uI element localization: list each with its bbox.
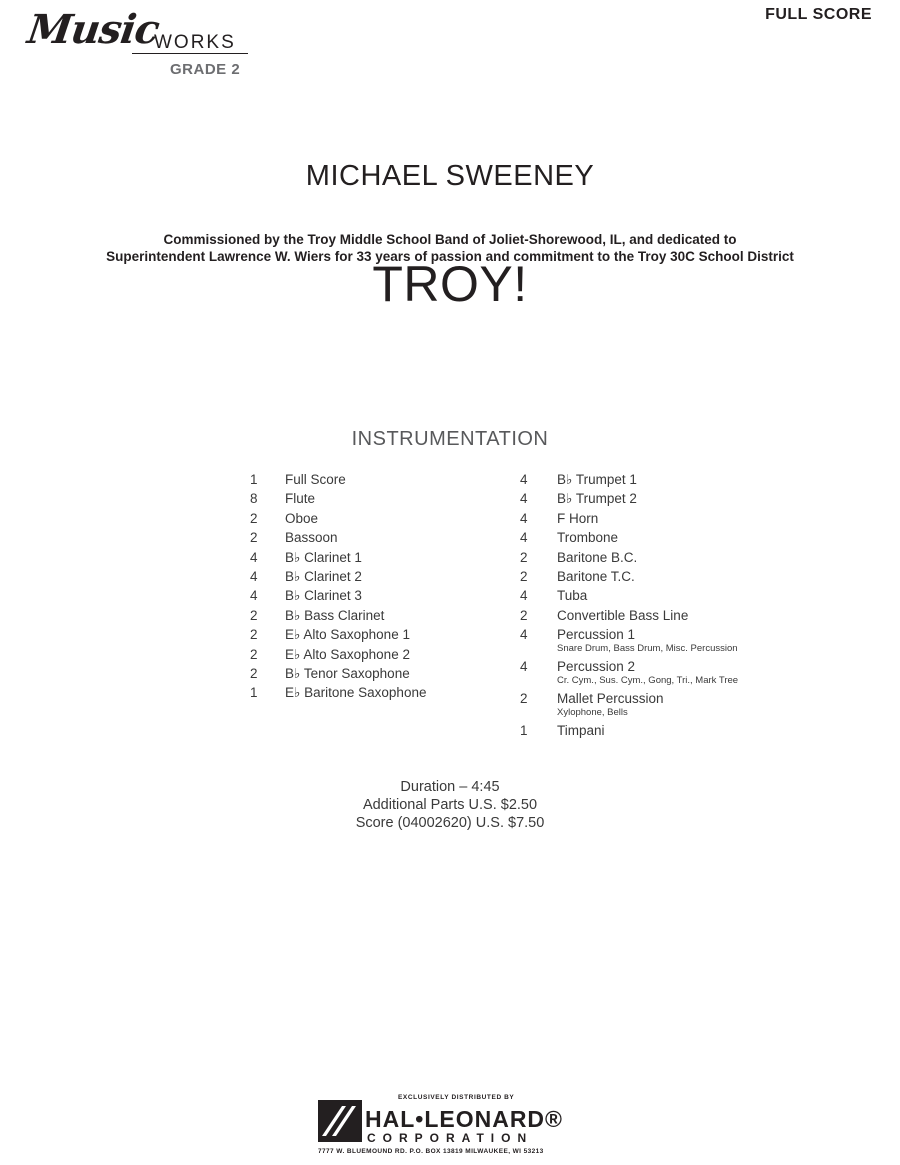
duration: Duration – 4:45: [400, 779, 500, 795]
score-price: Score (04002620) U.S. $7.50: [355, 815, 545, 831]
instrument-name: B♭ Bass Clarinet: [285, 607, 385, 623]
piece-title: TROY!: [372, 256, 528, 312]
instrument-name: E♭ Alto Saxophone 1: [285, 627, 410, 643]
instrument-name: B♭ Trumpet 1: [557, 472, 637, 487]
instrument-name: E♭ Alto Saxophone 2: [285, 646, 410, 662]
instrument-quantity: 2: [250, 510, 258, 526]
instrument-subtitle: Cr. Cym., Sus. Cym., Gong, Tri., Mark Tree: [557, 675, 739, 686]
instrument-quantity: 4: [250, 549, 258, 565]
instrument-quantity: 2: [520, 549, 528, 565]
logo-rule: [132, 53, 248, 54]
dedication-line-2: Superintendent Lawrence W. Wiers for 33 years of passion and commitment to the Troy 30C School District: [106, 249, 794, 264]
instrument-quantity: 4: [250, 569, 258, 584]
score-type-label: FULL SCORE: [765, 6, 872, 23]
instrument-quantity: 2: [520, 607, 528, 623]
instrument-quantity: 4: [520, 659, 528, 674]
instrument-quantity: 8: [250, 491, 258, 507]
instrument-quantity: 2: [250, 607, 258, 623]
instrument-name: Baritone B.C.: [557, 549, 638, 565]
instrument-quantity: 2: [520, 569, 528, 584]
instrument-name: B♭ Trumpet 2: [557, 491, 637, 507]
instrument-name: E♭ Baritone Saxophone: [285, 685, 427, 701]
instrument-name: Bassoon: [285, 530, 338, 546]
instrument-subtitle: Snare Drum, Bass Drum, Misc. Percussion: [557, 643, 738, 655]
instrument-quantity: 4: [520, 472, 528, 487]
instrument-name: Convertible Bass Line: [557, 607, 689, 623]
instrument-name: Oboe: [285, 510, 319, 526]
publisher-address: 7777 W. BLUEMOUND RD. P.O. BOX 13819 MILWAUKEE, WI 53213: [318, 1148, 544, 1155]
instrument-name: Timpani: [557, 722, 605, 738]
instrument-name: B♭ Tenor Saxophone: [285, 666, 410, 681]
instrument-name: Percussion 2: [557, 659, 636, 674]
pricing-block: [0, 778, 900, 832]
instrument-quantity: 2: [250, 646, 258, 662]
grade-label: GRADE 2: [170, 61, 241, 78]
instrument-quantity: 2: [250, 530, 258, 546]
instrument-name: B♭ Clarinet 3: [285, 588, 362, 604]
instrument-quantity: 4: [520, 530, 528, 546]
instrument-quantity: 4: [250, 588, 258, 604]
publisher-name: HAL•LEONARD®: [365, 1106, 563, 1132]
instrument-quantity: 1: [520, 722, 528, 738]
publisher-corporation: CORPORATION: [367, 1131, 534, 1145]
dedication-line-1: Commissioned by the Troy Middle School Band of Joliet-Shorewood, IL, and dedicated to: [163, 232, 737, 247]
instrumentation-heading: INSTRUMENTATION: [351, 428, 549, 450]
instrument-quantity: 4: [520, 510, 528, 526]
logo-works-text: WORKS: [154, 32, 236, 53]
musicworks-logo: [24, 6, 258, 88]
instrument-subtitle: Xylophone, Bells: [557, 706, 628, 718]
instrument-name: Mallet Percussion: [557, 690, 664, 706]
distributed-by-label: EXCLUSIVELY DISTRIBUTED BY: [398, 1094, 515, 1101]
instrument-quantity: 1: [250, 472, 258, 487]
instrument-name: F Horn: [557, 510, 599, 526]
instrument-quantity: 4: [520, 491, 528, 507]
instrument-name: Trombone: [557, 530, 619, 546]
instrument-name: Baritone T.C.: [557, 569, 635, 584]
instrument-quantity: 2: [250, 666, 258, 681]
hal-leonard-logo-mark: [318, 1100, 362, 1142]
instrument-quantity: 2: [520, 690, 528, 706]
composer-name: MICHAEL SWEENEY: [305, 160, 595, 192]
instrument-name: Tuba: [557, 588, 588, 604]
additional-parts-price: Additional Parts U.S. $2.50: [362, 797, 538, 813]
instrument-quantity: 1: [250, 685, 258, 701]
instrument-name: Full Score: [285, 472, 346, 487]
instrument-name: B♭ Clarinet 2: [285, 569, 362, 584]
instrument-name: Flute: [285, 491, 316, 507]
instrument-quantity: 4: [520, 588, 528, 604]
instrument-name: Percussion 1: [557, 627, 636, 643]
instrument-quantity: 2: [250, 627, 258, 643]
logo-script-text: Music: [24, 6, 162, 53]
instrument-quantity: 4: [520, 627, 528, 643]
instrument-name: B♭ Clarinet 1: [285, 549, 362, 565]
